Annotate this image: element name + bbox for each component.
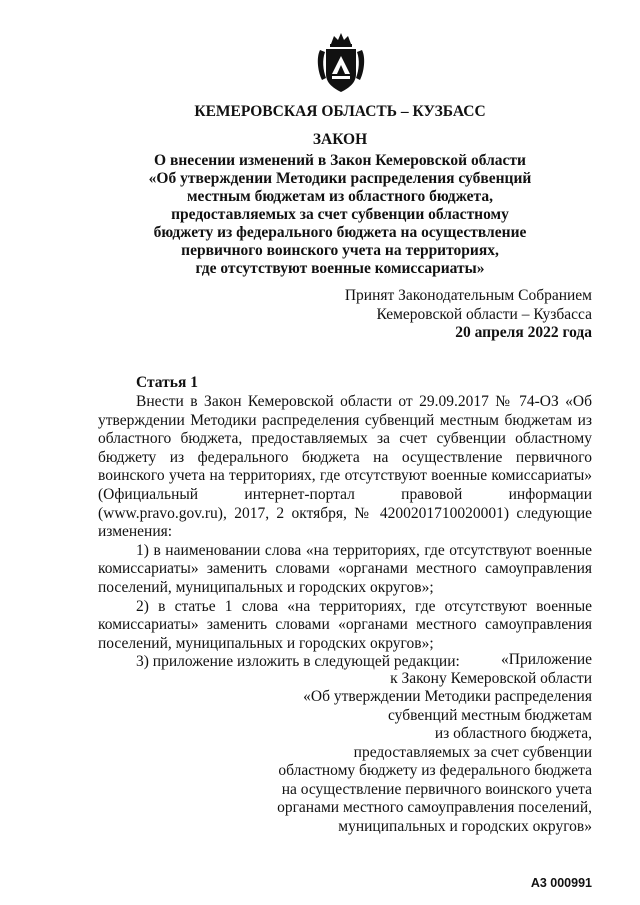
- adopted-by-line: Принят Законодательным Собранием: [344, 287, 592, 304]
- title-line: О внесении изменений в Закон Кемеровской области: [154, 152, 526, 169]
- title-line: бюджету из федерального бюджета на осуществление: [153, 224, 527, 241]
- title-line: предоставляемых за счет субвенции областному: [171, 206, 509, 223]
- document-type: ЗАКОН: [312, 131, 368, 148]
- appendix-header: [232, 651, 592, 836]
- title-line: где отсутствуют военные комиссариаты»: [195, 260, 485, 277]
- article-body: [98, 393, 592, 672]
- appendix-line: муниципальных и городских округов»: [338, 817, 592, 835]
- title-line: местным бюджетам из областного бюджета,: [187, 188, 493, 205]
- title-line: «Об утверждении Методики распределения субвенций: [148, 170, 532, 187]
- law-title: [120, 152, 560, 278]
- appendix-line: на осуществление первичного воинского учета: [281, 780, 592, 798]
- appendix-line: предоставляемых за счет субвенции: [353, 743, 592, 761]
- appendix-line: к Закону Кемеровской области: [390, 669, 592, 687]
- article-item-3: 3) приложение изложить в следующей редакции:: [136, 653, 460, 671]
- adoption-date: 20 апреля 2022 года: [455, 324, 592, 341]
- appendix-line: «Приложение: [501, 651, 592, 668]
- article-intro-paragraph: Внести в Закон Кемеровской области от 29.09.2017 № 74-ОЗ «Об утверждении Методики распределения субвенций местным бюджетам из областного бюджета, предоставляемых за счет субвенции областному бюджету из федерального бюджета на осуществление первичного воинского учета на территориях, где отсутствуют военные комиссариаты» (Официальный интернет-портал правовой информации (www.pravo.gov.ru), 2017, 2 октября, № 4200201710020001) следующие изменения:: [98, 393, 592, 541]
- serial-number: А3 000991: [530, 876, 592, 890]
- appendix-line: субвенций местным бюджетам: [388, 706, 592, 724]
- appendix-line: «Об утверждении Методики распределения: [303, 688, 592, 705]
- article-item-2: 2) в статье 1 слова «на территориях, где отсутствуют военные комиссариаты» заменить словами «органами местного самоуправления поселений, муниципальных и городских округов»;: [98, 597, 592, 652]
- region-heading: КЕМЕРОВСКАЯ ОБЛАСТЬ – КУЗБАСС: [194, 103, 486, 120]
- coat-of-arms-emblem: [314, 30, 368, 96]
- appendix-line: органами местного самоуправления поселений,: [277, 799, 592, 816]
- appendix-line: из областного бюджета,: [434, 725, 592, 742]
- adoption-note: [345, 287, 592, 343]
- article-heading: Статья 1: [136, 374, 198, 391]
- article-item-1: 1) в наименовании слова «на территориях, где отсутствуют военные комиссариаты» заменить словами «органами местного самоуправления поселений, муниципальных и городских округов»;: [98, 541, 592, 596]
- adopted-by-body: Кемеровской области – Кузбасса: [376, 305, 592, 323]
- appendix-line: областному бюджету из федерального бюджета: [278, 762, 592, 779]
- title-line: первичного воинского учета на территориях,: [181, 242, 499, 259]
